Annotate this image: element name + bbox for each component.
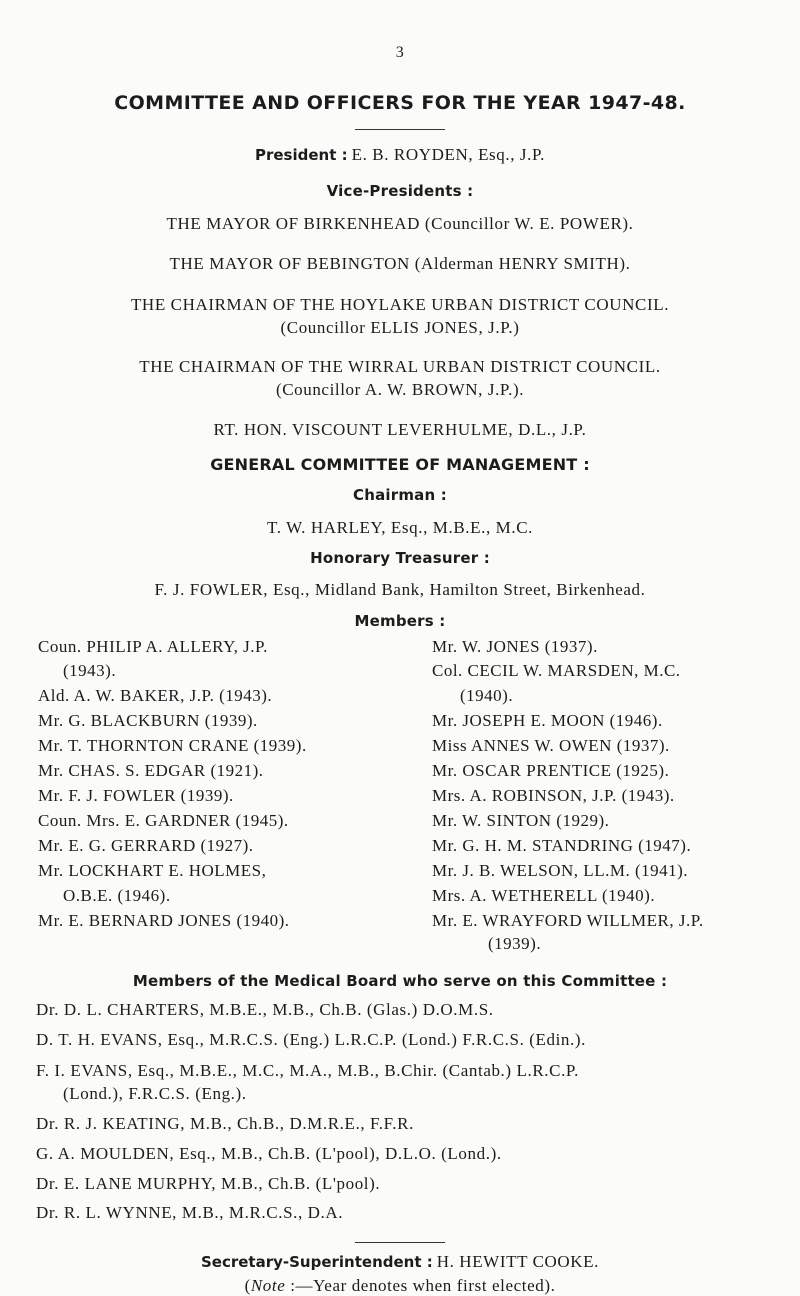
president-name: E. B. ROYDEN, Esq., J.P. bbox=[351, 145, 545, 164]
member-right: Mr. G. H. M. STANDRING (1947). bbox=[432, 836, 692, 855]
note-text: :—Year denotes when first elected). bbox=[290, 1276, 556, 1295]
members-heading: Members : bbox=[354, 612, 446, 630]
member-left: (1943). bbox=[63, 661, 117, 680]
secretary-name: H. HEWITT COOKE. bbox=[436, 1252, 599, 1271]
medical-board-line: Dr. E. LANE MURPHY, M.B., Ch.B. (L'pool). bbox=[36, 1174, 381, 1193]
member-left: Mr. T. THORNTON CRANE (1939). bbox=[38, 736, 307, 755]
chairman-name: T. W. HARLEY, Esq., M.B.E., M.C. bbox=[266, 518, 534, 537]
medical-board-line: F. I. EVANS, Esq., M.B.E., M.C., M.A., M.B., B.Chir. (Cantab.) L.R.C.P. bbox=[36, 1061, 579, 1080]
member-left: Mr. F. J. FOWLER (1939). bbox=[38, 786, 234, 805]
member-right: Miss ANNES W. OWEN (1937). bbox=[432, 736, 670, 755]
vice-president-line: (Councillor A. W. BROWN, J.P.). bbox=[275, 380, 525, 399]
president-line bbox=[0, 145, 800, 165]
secretary-line bbox=[0, 1252, 800, 1272]
member-right: Mr. OSCAR PRENTICE (1925). bbox=[432, 761, 670, 780]
member-right: Mr. J. B. WELSON, LL.M. (1941). bbox=[432, 861, 689, 880]
member-left: Mr. G. BLACKBURN (1939). bbox=[38, 711, 258, 730]
medical-board-line: D. T. H. EVANS, Esq., M.R.C.S. (Eng.) L.R.C.P. (Lond.) F.R.C.S. (Edin.). bbox=[36, 1030, 586, 1049]
member-right: Mrs. A. WETHERELL (1940). bbox=[432, 886, 656, 905]
vice-president-line: THE CHAIRMAN OF THE WIRRAL URBAN DISTRICT COUNCIL. bbox=[139, 357, 661, 376]
member-right: Mr. E. WRAYFORD WILLMER, J.P. bbox=[432, 911, 704, 930]
medical-board-line: G. A. MOULDEN, Esq., M.B., Ch.B. (L'pool), D.L.O. (Lond.). bbox=[36, 1144, 502, 1163]
chairman-label: Chairman : bbox=[353, 486, 447, 504]
member-right: (1939). bbox=[488, 934, 542, 953]
divider-top bbox=[355, 129, 445, 130]
member-right: Mrs. A. ROBINSON, J.P. (1943). bbox=[432, 786, 675, 805]
member-left: Coun. PHILIP A. ALLERY, J.P. bbox=[38, 637, 268, 656]
vice-presidents-heading: Vice-Presidents : bbox=[326, 182, 474, 200]
note-label: Note bbox=[250, 1276, 286, 1295]
vice-president-line: THE CHAIRMAN OF THE HOYLAKE URBAN DISTRICT COUNCIL. bbox=[130, 295, 670, 314]
member-left: Mr. E. BERNARD JONES (1940). bbox=[38, 911, 290, 930]
vice-president-line: RT. HON. VISCOUNT LEVERHULME, D.L., J.P. bbox=[213, 420, 587, 439]
page-title: COMMITTEE AND OFFICERS FOR THE YEAR 1947-48. bbox=[114, 92, 686, 114]
medical-board-line: (Lond.), F.R.C.S. (Eng.). bbox=[63, 1084, 247, 1103]
note-line: (Note :—Year denotes when first elected). bbox=[244, 1276, 556, 1295]
member-right: Mr. JOSEPH E. MOON (1946). bbox=[432, 711, 663, 730]
member-left: Ald. A. W. BAKER, J.P. (1943). bbox=[38, 686, 273, 705]
treasurer-name: F. J. FOWLER, Esq., Midland Bank, Hamilton Street, Birkenhead. bbox=[154, 580, 646, 599]
member-right: Mr. W. JONES (1937). bbox=[432, 637, 598, 656]
general-committee-heading: GENERAL COMMITTEE OF MANAGEMENT : bbox=[210, 455, 590, 474]
member-right: Mr. W. SINTON (1929). bbox=[432, 811, 610, 830]
medical-board-line: Dr. D. L. CHARTERS, M.B.E., M.B., Ch.B. (Glas.) D.O.M.S. bbox=[36, 1000, 494, 1019]
vice-president-line: THE MAYOR OF BIRKENHEAD (Councillor W. E. POWER). bbox=[166, 214, 634, 233]
divider-bottom bbox=[355, 1242, 445, 1243]
vice-president-line: (Councillor ELLIS JONES, J.P.) bbox=[280, 318, 520, 337]
member-left: O.B.E. (1946). bbox=[63, 886, 171, 905]
member-left: Mr. LOCKHART E. HOLMES, bbox=[38, 861, 267, 880]
member-right: (1940). bbox=[460, 686, 514, 705]
secretary-label: Secretary-Superintendent : bbox=[200, 1253, 433, 1271]
member-left: Mr. CHAS. S. EDGAR (1921). bbox=[38, 761, 264, 780]
vice-president-line: THE MAYOR OF BEBINGTON (Alderman HENRY SMITH). bbox=[169, 254, 631, 273]
medical-board-line: Dr. R. L. WYNNE, M.B., M.R.C.S., D.A. bbox=[36, 1203, 344, 1222]
medical-board-heading: Members of the Medical Board who serve on this Committee : bbox=[132, 972, 668, 990]
member-left: Mr. E. G. GERRARD (1927). bbox=[38, 836, 254, 855]
member-left: Coun. Mrs. E. GARDNER (1945). bbox=[38, 811, 289, 830]
medical-board-line: Dr. R. J. KEATING, M.B., Ch.B., D.M.R.E., F.F.R. bbox=[36, 1114, 414, 1133]
page-number: 3 bbox=[395, 44, 405, 61]
treasurer-label: Honorary Treasurer : bbox=[310, 549, 490, 567]
member-right: Col. CECIL W. MARSDEN, M.C. bbox=[432, 661, 681, 680]
president-label: President : bbox=[254, 146, 348, 164]
